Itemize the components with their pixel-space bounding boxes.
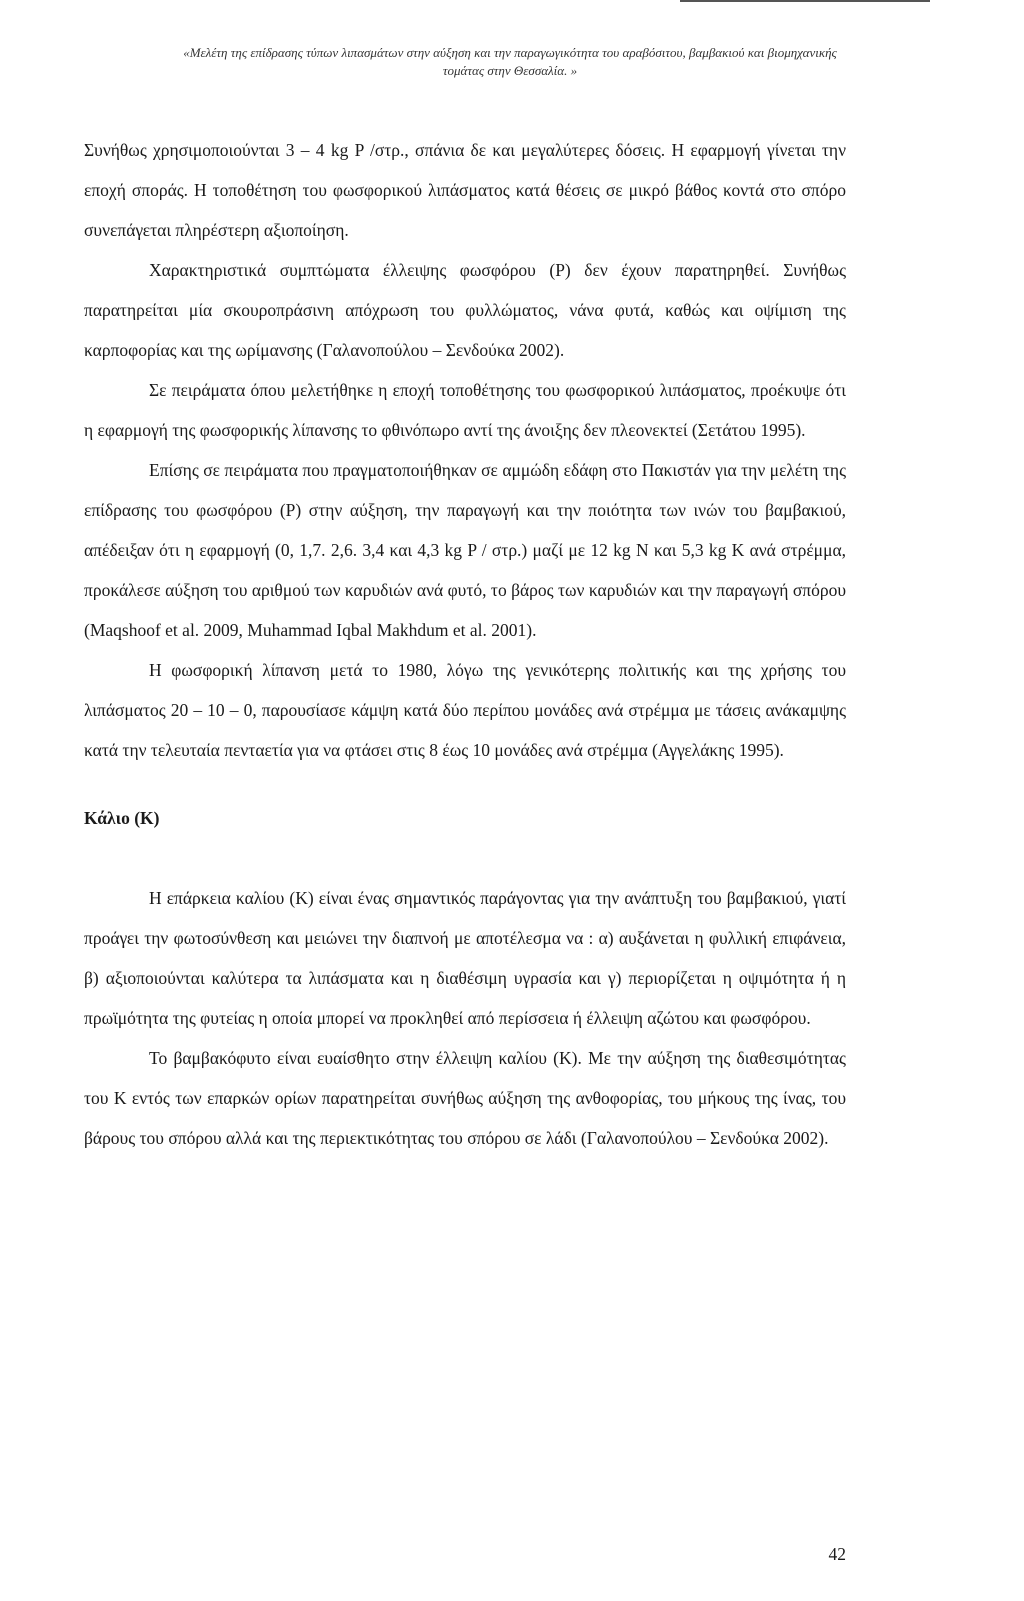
- page-number: 42: [828, 1544, 846, 1564]
- paragraph-phosphorus-pakistan: Επίσης σε πειράματα που πραγματοποιήθηκαν σε αμμώδη εδάφη στο Πακιστάν για την μελέτη της επίδρασης του φωσφόρου (P) στην αύξηση, την παραγωγή και την ποιότητα των ινών του βαμβακιού, απέδειξαν ότι η εφαρμογή (0, 1,7. 2,6. 3,4 και 4,3 kg P / στρ.) μαζί με 12 kg N και 5,3 kg K ανά στρέμμα, προκάλεσε αύξηση του αριθμού των καρυδιών ανά φυτό, το βάρος των καρυδιών και την παραγωγή σπόρου (Maqshoof et al. 2009, Muhammad Iqbal Makhdum et al. 2001).: [84, 460, 846, 640]
- paragraph-potassium-importance: Η επάρκεια καλίου (K) είναι ένας σημαντικός παράγοντας για την ανάπτυξη του βαμβακιού, γιατί προάγει την φωτοσύνθεση και μειώνει την διαπνοή με αποτέλεσμα να : α) αυξάνεται η φυλλική επιφάνεια, β) αξιοποιούνται καλύτερα τα λιπάσματα και η διαθέσιμη υγρασία και γ) περιορίζεται η οψιμότητα ή η πρωϊμότητα της φυτείας η οποία μπορεί να προκληθεί από περίσσεια ή έλλειψη αζώτου και φωσφόρου.: [84, 888, 846, 1028]
- paragraph-phosphorus-dosage: Συνήθως χρησιμοποιούνται 3 – 4 kg P /στρ., σπάνια δε και μεγαλύτερες δόσεις. Η εφαρμογή γίνεται την εποχή σποράς. Η τοποθέτηση του φωσφορικού λιπάσματος κατά θέσεις σε μικρό βάθος κοντά στο σπόρο συνεπάγεται πληρέστερη αξιοποίηση.: [84, 140, 846, 240]
- paragraph-potassium-sensitivity: Το βαμβακόφυτο είναι ευαίσθητο στην έλλειψη καλίου (K). Με την αύξηση της διαθεσιμότητας του K εντός των επαρκών ορίων παρατηρείται συνήθως αύξηση της ανθοφορίας, του μήκους της ίνας, του βάρους του σπόρου αλλά και της περιεκτικότητας του σπόρου σε λάδι (Γαλανοπούλου – Σενδούκα 2002).: [84, 1048, 846, 1148]
- top-rule: [680, 0, 930, 2]
- running-header-line-2: τομάτας στην Θεσσαλία. »: [442, 63, 578, 78]
- page-body: [84, 130, 846, 1158]
- section-spacer: [84, 770, 846, 798]
- paragraph-phosphorus-symptoms: Χαρακτηριστικά συμπτώματα έλλειψης φωσφόρου (P) δεν έχουν παρατηρηθεί. Συνήθως παρατηρείται μία σκουροπράσινη απόχρωση του φυλλώματος, νάνα φυτά, καθώς και οψίμιση της καρποφορίας και της ωρίμανσης (Γαλανοπούλου – Σενδούκα 2002).: [84, 260, 846, 360]
- running-header: [60, 44, 960, 80]
- section-heading-potassium: Κάλιο (K): [84, 808, 160, 828]
- running-header-line-1: «Μελέτη της επίδρασης τύπων λιπασμάτων στην αύξηση και την παραγωγικότητα του αραβόσιτου, βαμβακιού και βιομηχανικής: [183, 45, 837, 60]
- paragraph-phosphorus-timing: Σε πειράματα όπου μελετήθηκε η εποχή τοποθέτησης του φωσφορικού λιπάσματος, προέκυψε ότι η εφαρμογή της φωσφορικής λίπανσης το φθινόπωρο αντί της άνοιξης δεν πλεονεκτεί (Σετάτου 1995).: [84, 380, 846, 440]
- heading-spacer: [84, 838, 846, 878]
- paragraph-phosphorus-history: Η φωσφορική λίπανση μετά το 1980, λόγω της γενικότερης πολιτικής και της χρήσης του λιπάσματος 20 – 10 – 0, παρουσίασε κάμψη κατά δύο περίπου μονάδες ανά στρέμμα με τάσεις ανάκαμψης κατά την τελευταία πενταετία για να φτάσει στις 8 έως 10 μονάδες ανά στρέμμα (Αγγελάκης 1995).: [84, 660, 846, 760]
